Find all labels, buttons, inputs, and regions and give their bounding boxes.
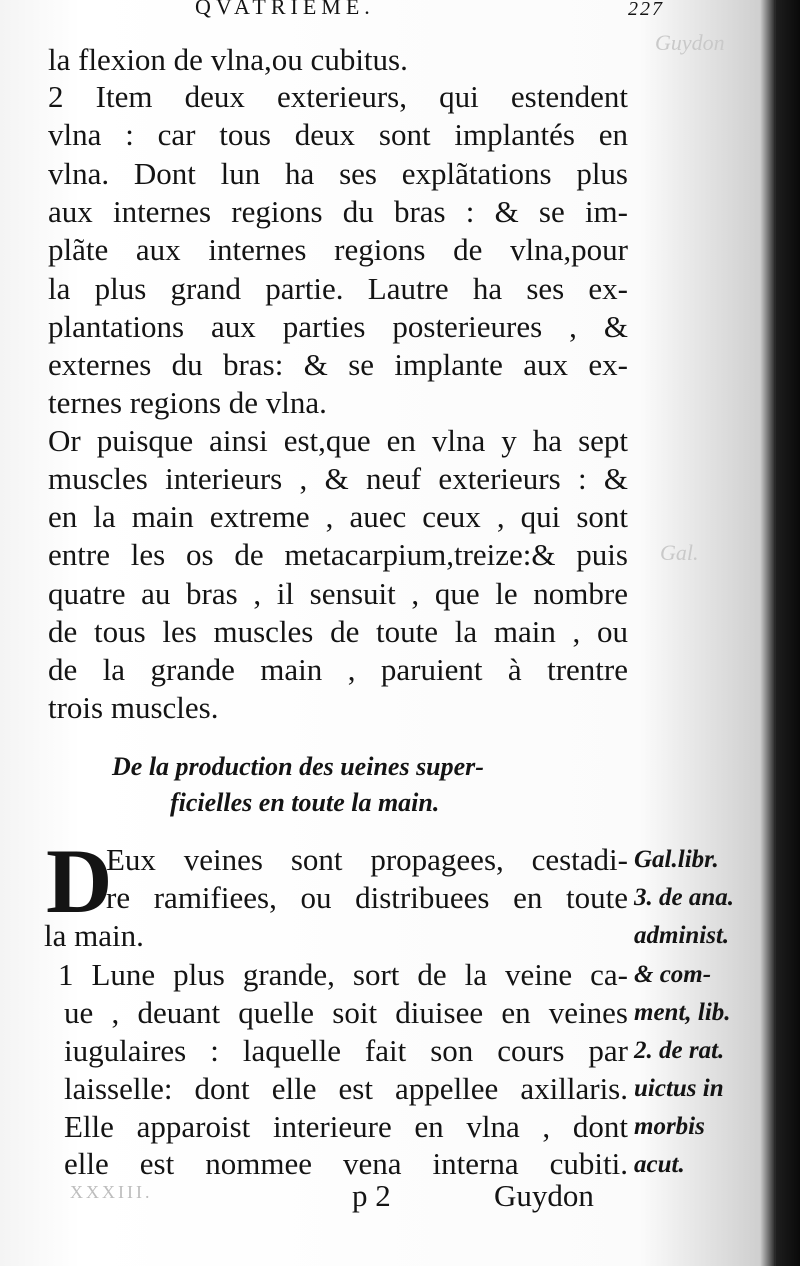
bleed-through-text: Gal. — [660, 540, 699, 565]
text-line: quatre au bras , il sensuit , que le nombre — [48, 576, 628, 611]
page-number: 227 — [628, 0, 664, 20]
margin-note: Gal.libr. — [634, 846, 719, 873]
margin-note: 2. de rat. — [634, 1037, 725, 1064]
text-line: la flexion de vlna,ou cubitus. — [48, 42, 408, 77]
margin-note: 3. de ana. — [634, 884, 734, 911]
text-line: plãte aux internes regions de vlna,pour — [48, 232, 628, 267]
section-heading-line: De la production des ueines super- — [112, 752, 484, 781]
text-line: la main. — [44, 918, 144, 953]
text-line: Eux veines sont propagees, cestadi- — [106, 842, 628, 877]
text-line: externes du bras: & se implante aux ex- — [48, 347, 628, 382]
text-line: vlna. Dont lun ha ses explãtations plus — [48, 156, 628, 191]
bleed-through-text: XXXIII. — [70, 1182, 153, 1202]
running-head: QVATRIEME. — [195, 0, 375, 19]
text-line: re ramifiees, ou distribuees en toute — [106, 880, 628, 915]
gutter-shadow — [774, 0, 776, 1266]
text-line: laisselle: dont elle est appellee axillaris. — [64, 1071, 628, 1106]
text-line: entre les os de metacarpium,treize:& puis — [48, 537, 628, 572]
drop-cap: D — [46, 830, 113, 932]
text-line: en la main extreme , auec ceux , qui sont — [48, 499, 628, 534]
text-line: 2 Item deux exterieurs, qui estendent — [48, 79, 628, 114]
text-line: aux internes regions du bras : & se im- — [48, 194, 628, 229]
text-line: de tous les muscles de toute la main , ou — [48, 614, 628, 649]
margin-note: administ. — [634, 922, 730, 949]
text-line: 1 Lune plus grande, sort de la veine ca- — [58, 957, 628, 992]
text-line: ue , deuant quelle soit diuisee en veines — [64, 995, 628, 1030]
text-line: Or puisque ainsi est,que en vlna y ha sept — [48, 423, 628, 458]
section-heading-line: ficielles en toute la main. — [170, 788, 440, 817]
margin-note: uictus in — [634, 1075, 724, 1102]
text-line: elle est nommee vena interna cubiti. — [64, 1146, 628, 1181]
text-line: muscles interieurs , & neuf exterieurs : & — [48, 461, 628, 496]
text-line: Elle apparoist interieure en vlna , dont — [64, 1109, 628, 1144]
margin-note: & com- — [634, 961, 712, 988]
text-line: trois muscles. — [48, 690, 219, 725]
catchword: Guydon — [494, 1178, 594, 1213]
margin-note: morbis — [634, 1113, 705, 1140]
margin-note: ment, lib. — [634, 999, 731, 1026]
signature-mark: p 2 — [352, 1178, 391, 1213]
text-line: la plus grand partie. Lautre ha ses ex- — [48, 271, 628, 306]
text-line: de la grande main , paruient à trentre — [48, 652, 628, 687]
margin-note: acut. — [634, 1151, 685, 1178]
text-line: ternes regions de vlna. — [48, 385, 327, 420]
text-line: vlna : car tous deux sont implantés en — [48, 117, 628, 152]
text-line: plantations aux parties posterieures , & — [48, 309, 628, 344]
bleed-through-text: Guydon — [655, 30, 725, 55]
text-line: iugulaires : laquelle fait son cours par — [64, 1033, 628, 1068]
